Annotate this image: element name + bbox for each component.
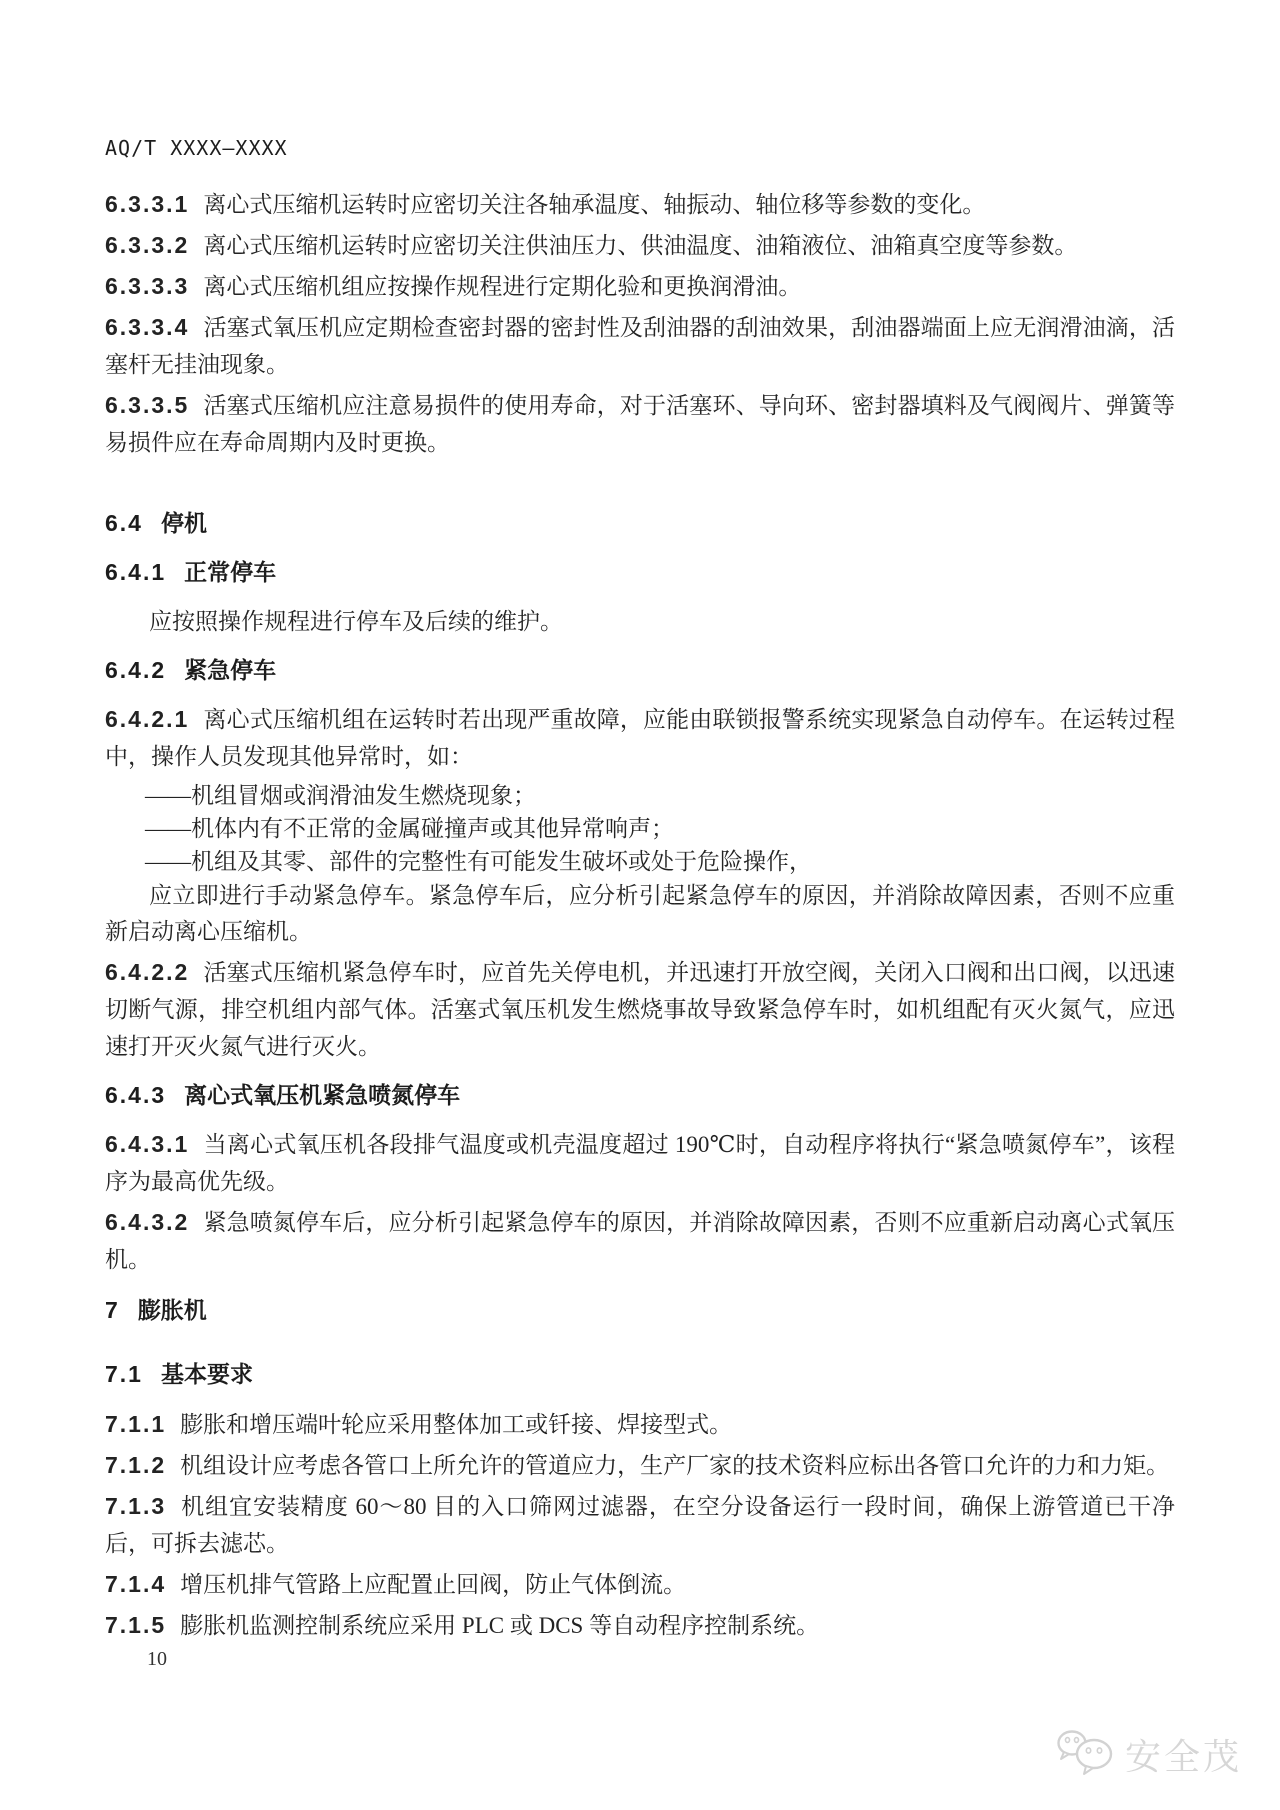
heading-title: 膨胀机 bbox=[137, 1297, 207, 1323]
heading-title: 正常停车 bbox=[184, 559, 277, 585]
heading-6-4-3 bbox=[105, 1077, 1175, 1114]
clause-number: 6.4.3.2 bbox=[105, 1209, 190, 1235]
clause-6-4-2-1 bbox=[105, 701, 1175, 775]
clause-6-3-3-2 bbox=[105, 227, 1175, 264]
clause-text: 离心式压缩机运转时应密切关注各轴承温度、轴振动、轴位移等参数的变化。 bbox=[203, 192, 986, 217]
paragraph-normal-stop: 应按照操作规程进行停车及后续的维护。 bbox=[149, 609, 563, 634]
clause-number: 6.3.3.2 bbox=[105, 232, 190, 258]
clause-7-1-1 bbox=[105, 1406, 1175, 1443]
clause-7-1-3 bbox=[105, 1488, 1175, 1562]
clause-text: 增压机排气管路上应配置止回阀，防止气体倒流。 bbox=[180, 1572, 687, 1597]
clause-6-3-3-3 bbox=[105, 268, 1175, 305]
clause-6-4-3-2 bbox=[105, 1204, 1175, 1278]
clause-7-1-5 bbox=[105, 1607, 1175, 1644]
paragraph-manual-emergency-stop: 应立即进行手动紧急停车。紧急停车后，应分析引起紧急停车的原因，并消除故障因素，否则不应重新启动离心压缩机。 bbox=[105, 883, 1175, 944]
heading-number: 6.4.3 bbox=[105, 1082, 167, 1108]
clause-7-1-2 bbox=[105, 1447, 1175, 1484]
watermark-text: 安全茂 bbox=[1124, 1736, 1242, 1777]
clause-number: 7.1.1 bbox=[105, 1411, 167, 1437]
heading-title: 停机 bbox=[160, 510, 207, 536]
wechat-logo-icon bbox=[1055, 1726, 1117, 1783]
heading-title: 紧急停车 bbox=[184, 657, 277, 683]
clause-number: 7.1.5 bbox=[105, 1612, 167, 1638]
clause-text: 离心式压缩机组在运转时若出现严重故障，应能由联锁报警系统实现紧急自动停车。在运转过程中，操作人员发现其他异常时，如： bbox=[105, 707, 1175, 769]
clause-number: 6.3.3.3 bbox=[105, 273, 190, 299]
clause-text: 机组宜安装精度 60～80 目的入口筛网过滤器，在空分设备运行一段时间，确保上游管道已干净后，可拆去滤芯。 bbox=[105, 1494, 1175, 1556]
clause-6-3-3-4 bbox=[105, 309, 1175, 383]
heading-6-4-1 bbox=[105, 554, 1175, 591]
clause-text: 膨胀机监测控制系统应采用 PLC 或 DCS 等自动程序控制系统。 bbox=[180, 1613, 820, 1638]
clause-number: 7.1.2 bbox=[105, 1452, 167, 1478]
clause-text: 活塞式压缩机应注意易损件的使用寿命，对于活塞环、导向环、密封器填料及气阀阀片、弹簧等易损件应在寿命周期内及时更换。 bbox=[105, 393, 1175, 455]
clause-6-4-3-1 bbox=[105, 1126, 1175, 1200]
clause-number: 6.3.3.1 bbox=[105, 191, 190, 217]
clause-text: 离心式压缩机组应按操作规程进行定期化验和更换润滑油。 bbox=[203, 274, 802, 299]
clause-6-3-3-5 bbox=[105, 387, 1175, 461]
clause-text: 活塞式压缩机紧急停车时，应首先关停电机，并迅速打开放空阀，关闭入口阀和出口阀，以迅速切断气源，排空机组内部气体。活塞式氧压机发生燃烧事故导致紧急停车时，如机组配有灭火氮气，应迅速打开灭火氮气进行灭火。 bbox=[105, 960, 1175, 1059]
page-number: 10 bbox=[147, 1648, 167, 1670]
dash-item-smoke: ——机组冒烟或润滑油发生燃烧现象； bbox=[145, 783, 536, 808]
clause-number: 6.4.3.1 bbox=[105, 1131, 190, 1157]
dash-item-noise: ——机体内有不正常的金属碰撞声或其他异常响声； bbox=[145, 816, 674, 841]
heading-number: 7 bbox=[105, 1297, 120, 1323]
clause-number: 7.1.3 bbox=[105, 1493, 167, 1519]
heading-number: 6.4.1 bbox=[105, 559, 167, 585]
clause-6-4-2-2 bbox=[105, 954, 1175, 1065]
clause-number: 6.4.2.1 bbox=[105, 706, 190, 732]
clause-text: 离心式压缩机运转时应密切关注供油压力、供油温度、油箱液位、油箱真空度等参数。 bbox=[203, 233, 1078, 258]
heading-number: 7.1 bbox=[105, 1361, 143, 1387]
dash-item-damage: ——机组及其零、部件的完整性有可能发生破坏或处于危险操作， bbox=[145, 849, 812, 874]
heading-number: 6.4.2 bbox=[105, 657, 167, 683]
clause-6-3-3-1 bbox=[105, 186, 1175, 223]
clause-number: 6.3.3.4 bbox=[105, 314, 190, 340]
heading-number: 6.4 bbox=[105, 510, 143, 536]
clause-text: 当离心式氧压机各段排气温度或机壳温度超过 190℃时，自动程序将执行“紧急喷氮停车”，该程序为最高优先级。 bbox=[105, 1132, 1175, 1194]
clause-text: 膨胀和增压端叶轮应采用整体加工或钎接、焊接型式。 bbox=[180, 1412, 733, 1437]
clause-text: 活塞式氧压机应定期检查密封器的密封性及刮油器的刮油效果，刮油器端面上应无润滑油滴，活塞杆无挂油现象。 bbox=[105, 315, 1175, 377]
heading-title: 离心式氧压机紧急喷氮停车 bbox=[184, 1082, 461, 1108]
watermark bbox=[1055, 1726, 1242, 1783]
heading-6-4-2 bbox=[105, 652, 1175, 689]
heading-7-1 bbox=[105, 1356, 1175, 1393]
clause-number: 6.4.2.2 bbox=[105, 959, 190, 985]
heading-6-4 bbox=[105, 505, 1175, 542]
clause-number: 7.1.4 bbox=[105, 1571, 167, 1597]
heading-title: 基本要求 bbox=[160, 1361, 253, 1387]
clause-7-1-4 bbox=[105, 1566, 1175, 1603]
doc-code-header: AQ/T XXXX—XXXX bbox=[105, 136, 288, 160]
clause-number: 6.3.3.5 bbox=[105, 392, 190, 418]
clause-text: 机组设计应考虑各管口上所允许的管道应力，生产厂家的技术资料应标出各管口允许的力和力矩。 bbox=[180, 1453, 1170, 1478]
clause-text: 紧急喷氮停车后，应分析引起紧急停车的原因，并消除故障因素，否则不应重新启动离心式氧压机。 bbox=[105, 1210, 1175, 1272]
heading-7 bbox=[105, 1292, 1175, 1329]
